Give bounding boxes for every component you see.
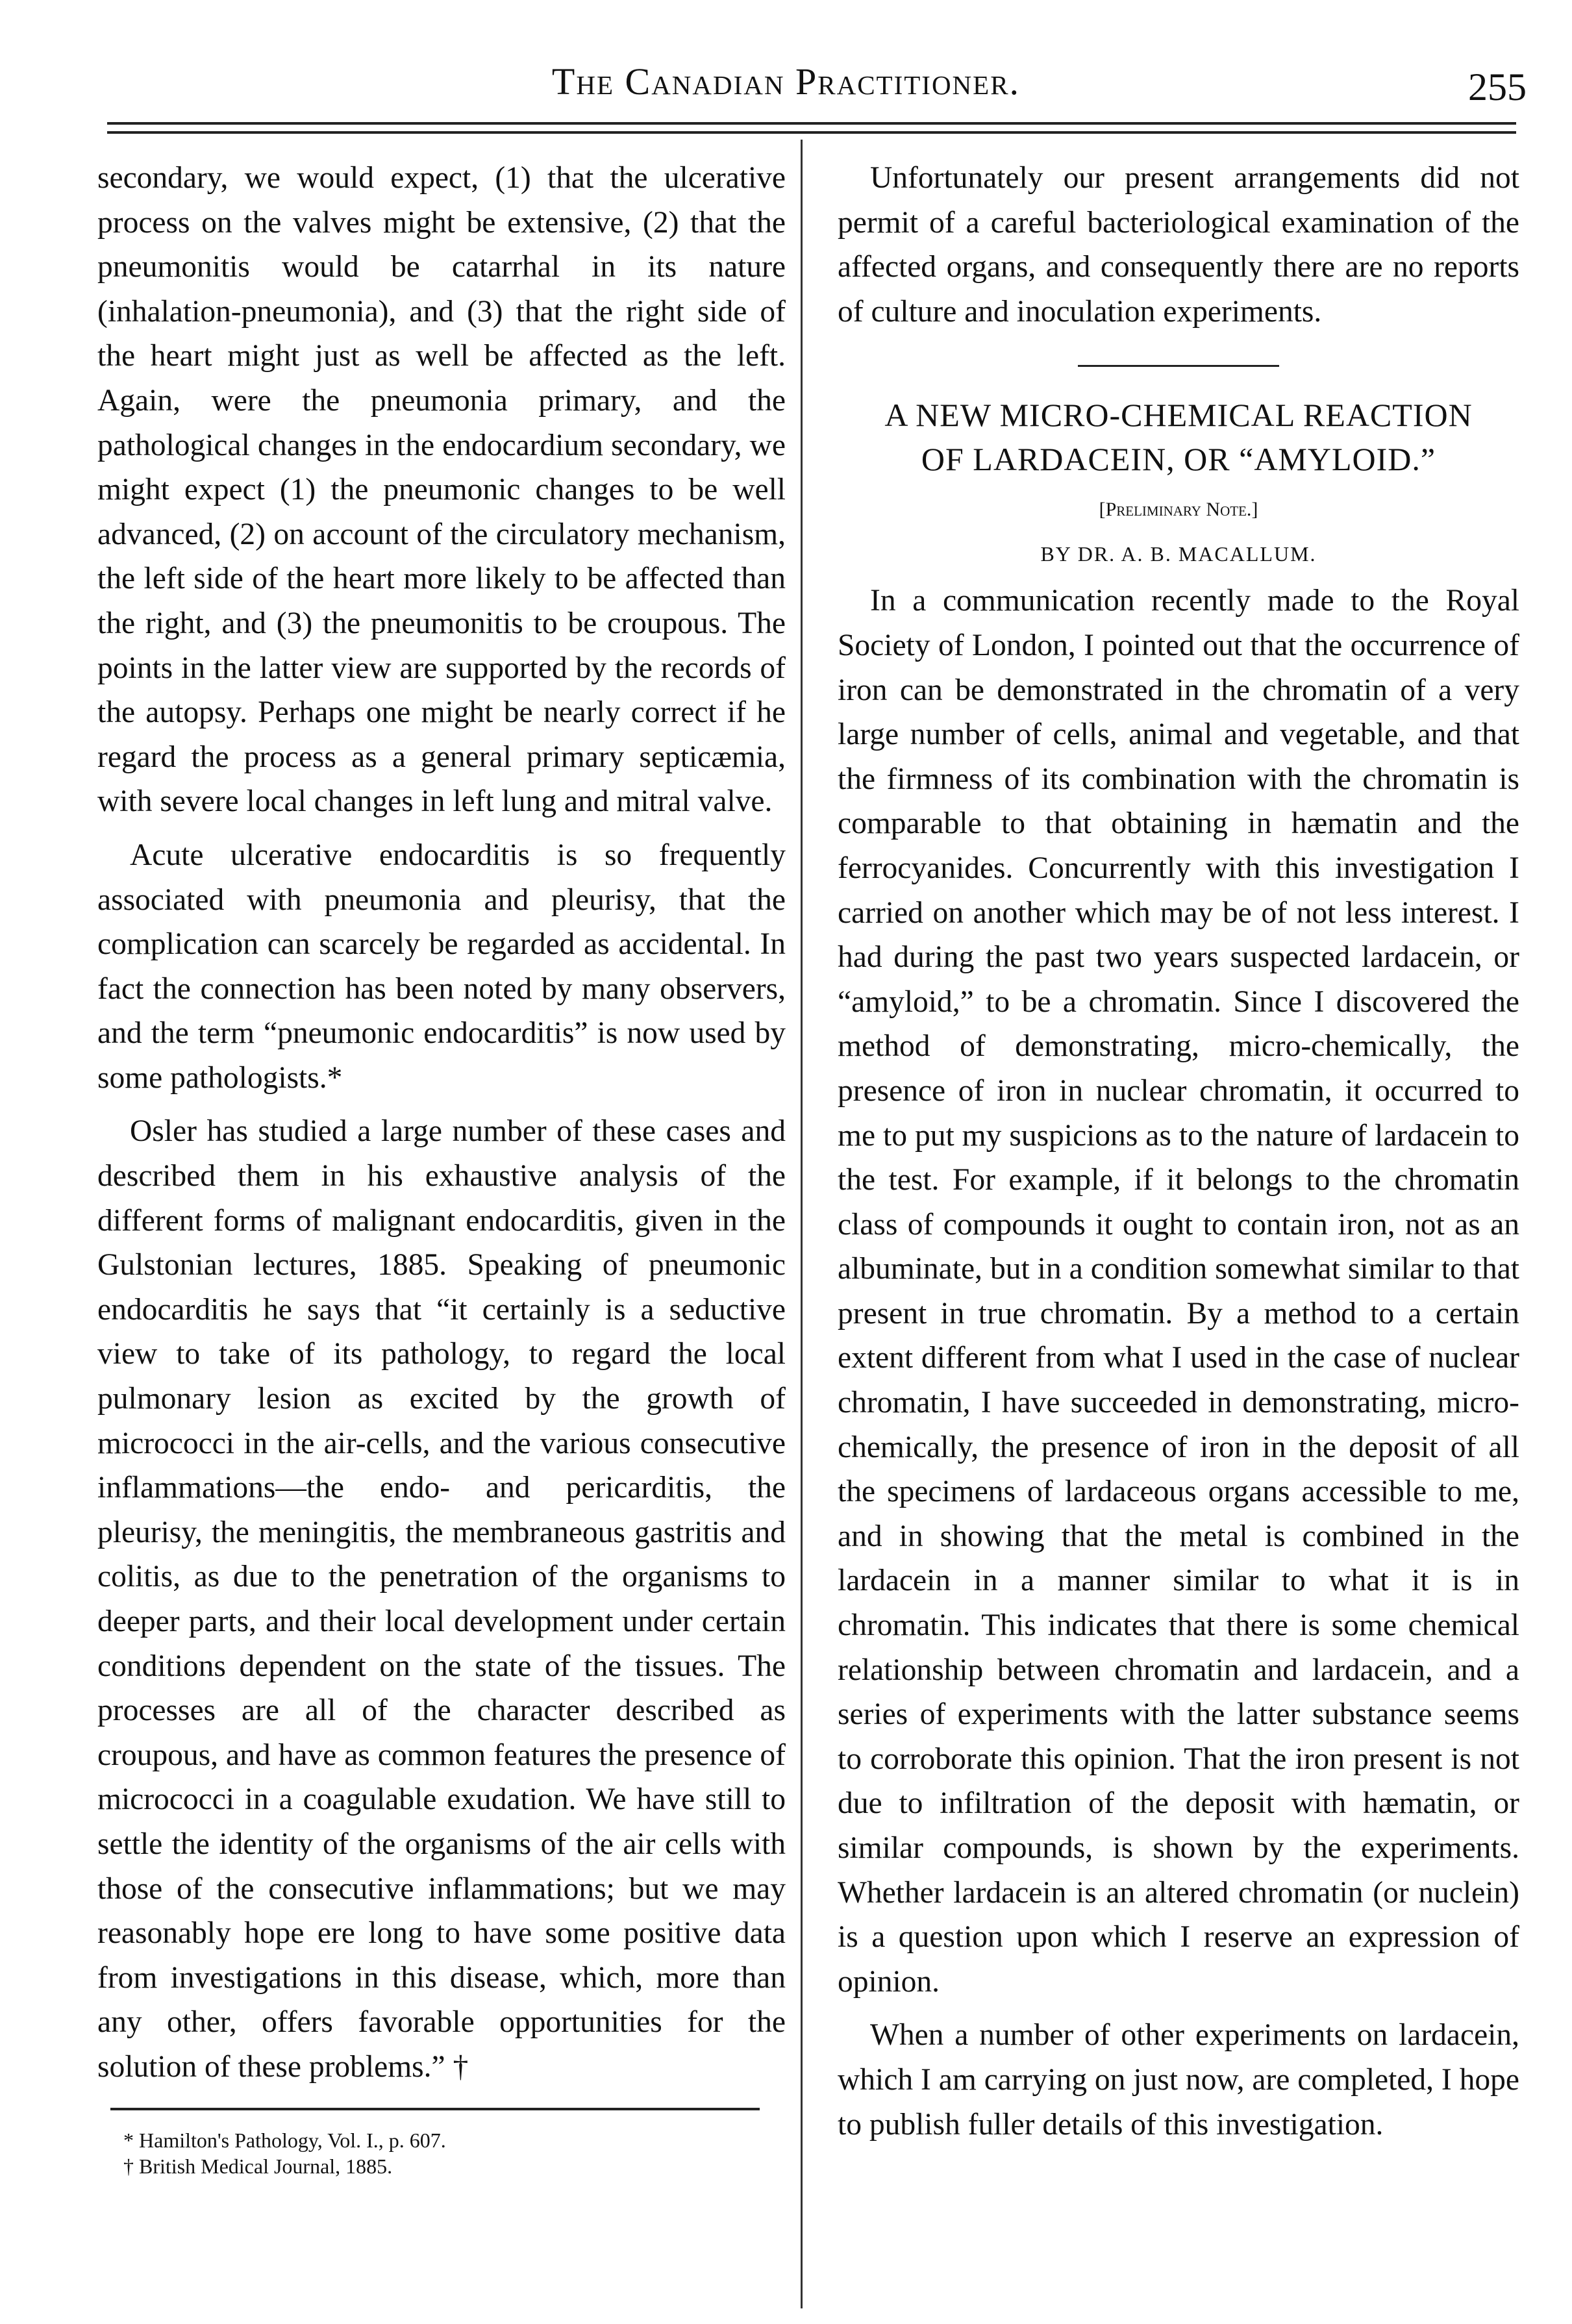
article-title-line: OF LARDACEIN, OR “AMYLOID.”	[921, 441, 1436, 478]
footnote-rule	[110, 2108, 760, 2110]
page-number: 255	[1468, 66, 1527, 108]
header-rule-top	[107, 122, 1516, 125]
paragraph: In a communication recently made to the Royal Society of London, I pointed out that the occurrence of iron can be demonstrated in the chromatin of a very large number of cells, animal and vegetable, and that the firmness of its combination with the chromatin is comparable to that obtaining in hæmatin and the ferrocyanides. Concurrently with this investigation I carried on another which may be of not less interest. I had during the past two years suspected lardacein, or “amyloid,” to be a chromatin. Since I discovered the method of demonstrating, micro-chemically, the presence of iron in nuclear chromatin, it occurred to me to put my suspicions as to the nature of lardacein to the test. For example, if it belongs to the chromatin class of compounds it ought to contain iron, not as an albuminate, but in a condition somewhat similar to that present in true chromatin. By a method to a certain extent different from what I used in the case of nuclear chromatin, I have succeeded in demonstrating, micro-chemically, the presence of iron in the deposit of all the specimens of lardaceous organs accessible to me, and in showing that the metal is combined in the lardacein in a manner similar to what it is in chromatin. This indicates that there is some chemical relationship between chromatin and lardacein, and a series of experiments with the latter substance seems to corroborate this opinion. That the iron present is not due to infiltration of the deposit with hæmatin, or similar compounds, is shown by the experiments. Whether lardacein is an altered chromatin (or nuclein) is a question upon which I reserve an expression of opinion.	[838, 584, 1519, 1999]
column-divider	[801, 140, 803, 2308]
article-subtitle: [Preliminary Note.]	[1099, 499, 1258, 521]
article-title-line: A NEW MICRO-CHEMICAL REACTION	[884, 397, 1473, 434]
paragraph: When a number of other experiments on lardacein, which I am carrying on just now, are completed, I hope to publish fuller details of this investigation.	[838, 2018, 1519, 2142]
article-title	[838, 393, 1519, 481]
paragraph: Osler has studied a large number of these cases and described them in his exhaustive analysis of the different forms of malignant endocarditis, given in the Gulstonian lectures, 1885. Speaking of pneumonic endocarditis he says that “it certainly is a seductive view to take of its pathology, to regard the local pulmonary lesion as excited by the growth of micrococci in the air-cells, and the various consecutive inflammations—the endo- and pericarditis, the pleurisy, the meningitis, the membraneous gastritis and colitis, as due to the penetration of the organisms to deeper parts, and their local development under certain conditions dependent on the state of the tissues. The processes are all of the character described as croupous, and have as common features the presence of micrococci in a coagulable exudation. We have still to settle the identity of the organisms of the air cells with those of the consecutive inflammations; but we may reasonably hope ere long to have some positive data from investigations in this disease, which, more than any other, offers favorable opportunities for the solution of these problems.” †	[97, 1114, 786, 2084]
article-byline: BY DR. A. B. MACALLUM.	[1040, 542, 1317, 566]
paragraph: Unfortunately our present arrangements did not permit of a careful bacteriological examination of the affected organs, and consequently there are no reports of culture and inoculation experiments.	[838, 161, 1519, 329]
running-title: The Canadian Practitioner.	[551, 60, 1021, 103]
footnote: * Hamilton's Pathology, Vol. I., p. 607.	[123, 2128, 446, 2152]
header-rule-bottom	[107, 131, 1516, 134]
page-header	[0, 0, 1572, 130]
footnote: † British Medical Journal, 1885.	[123, 2154, 393, 2178]
right-column	[838, 156, 1519, 2147]
left-column	[97, 156, 786, 2179]
paragraph: secondary, we would expect, (1) that the ulcerative process on the valves might be extensive, (2) that the pneumonitis would be catarrhal in its nature (inhalation-pneumonia), and (3) that the right side of the heart might just as well be affected as the left. Again, were the pneumonia primary, and the pathological changes in the endocardium secondary, we might expect (1) the pneumonic changes to be well advanced, (2) on account of the circulatory mechanism, the left side of the heart more likely to be affected than the right, and (3) the pneumonitis to be croupous. The points in the latter view are supported by the records of the autopsy. Perhaps one might be nearly correct if he regard the process as a general primary septicæmia, with severe local changes in left lung and mitral valve.	[97, 161, 786, 819]
paragraph: Acute ulcerative endocarditis is so frequently associated with pneumonia and pleurisy, that the complication can scarcely be regarded as accidental. In fact the connection has been noted by many observers, and the term “pneumonic endocarditis” is now used by some pathologists.*	[97, 838, 786, 1095]
section-rule	[1078, 365, 1279, 367]
